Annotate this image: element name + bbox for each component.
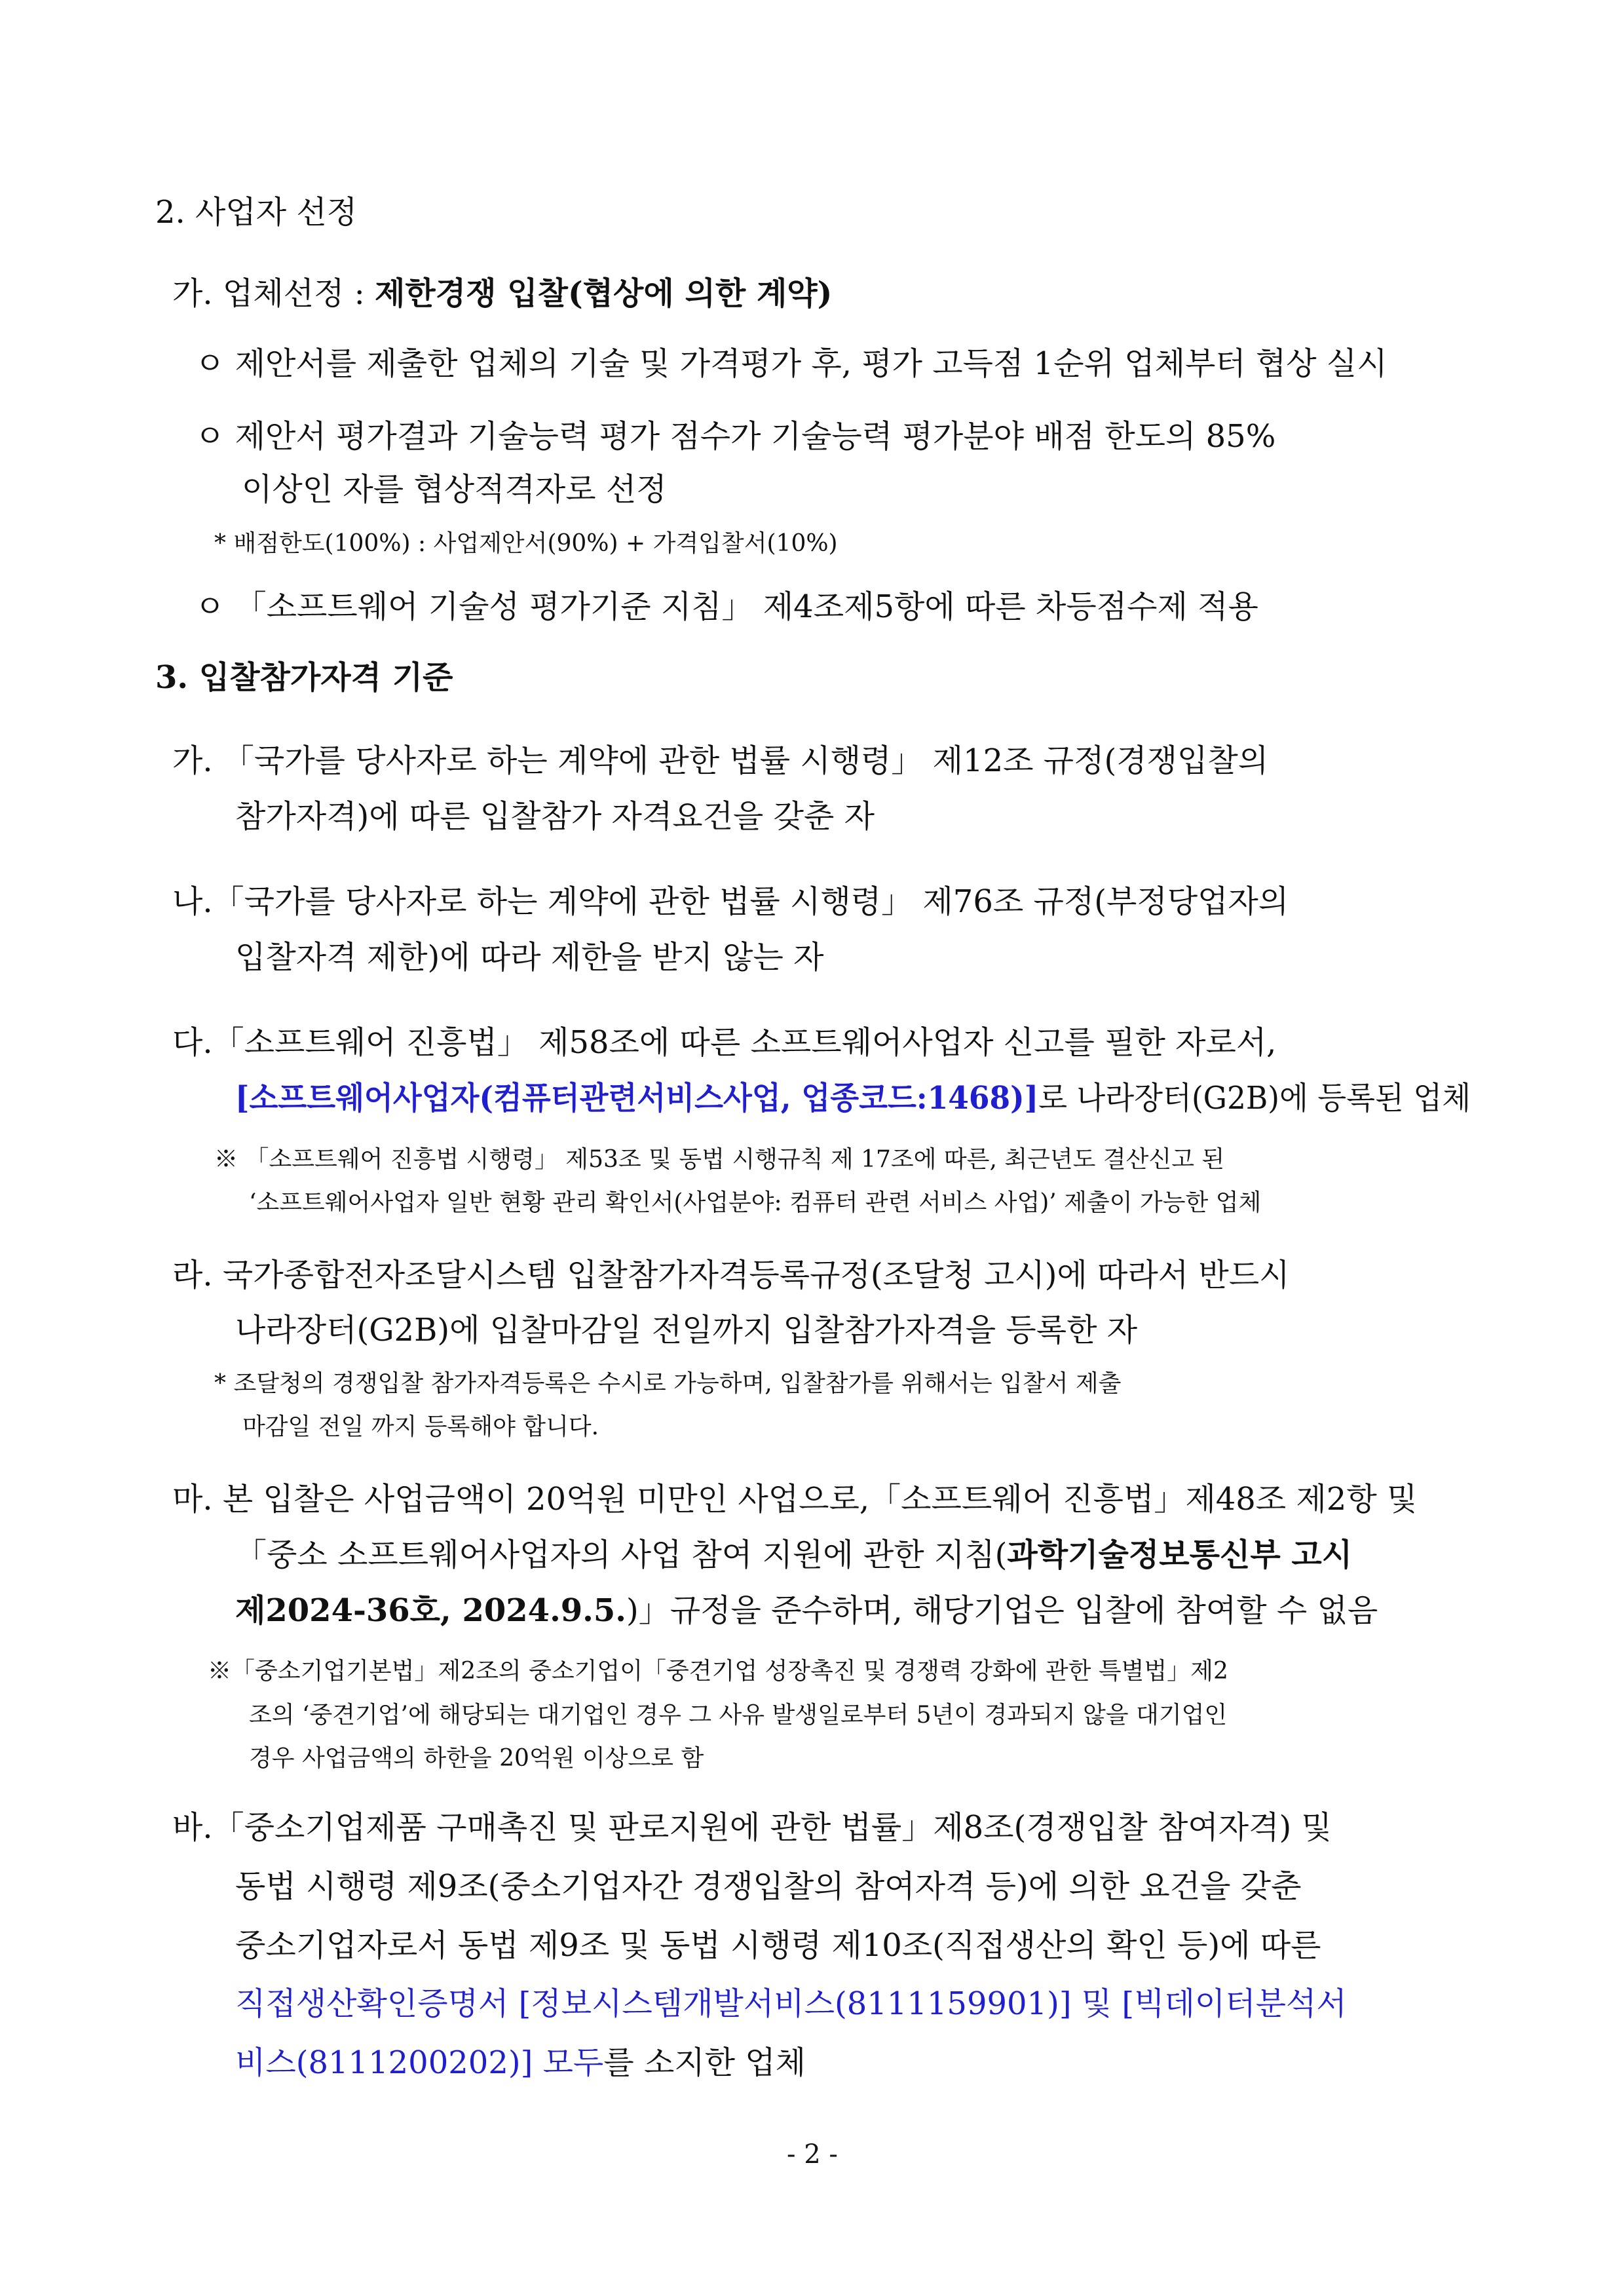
item-da-note-line1: ※ 「소프트웨어 진흥법 시행령」 제53조 및 동법 시행규칙 제 17조에 따른, 최근년도 결산신고 된 xyxy=(214,1146,1225,1173)
bullet-differential-scoring: ㅇ 「소프트웨어 기술성 평가기준 지침」 제4조제5항에 따른 차등점수제 적용 xyxy=(195,588,1258,625)
item-ma-line1: 마. 본 입찰은 사업금액이 20억원 미만인 사업으로,「소프트웨어 진흥법」제48조 제2항 및 xyxy=(172,1481,1418,1518)
item-da-line2-rest: 로 나라장터(G2B)에 등록된 업체 xyxy=(1038,1080,1471,1117)
item-ma-line2-bold: 과학기술정보통신부 고시 xyxy=(1007,1537,1353,1573)
item-ra-note-line2: 마감일 전일 까지 등록해야 합니다. xyxy=(242,1413,599,1440)
item-ga-vendor-selection xyxy=(172,275,833,312)
item-ba-line1: 바.「중소기업제품 구매촉진 및 판로지원에 관한 법률」제8조(경쟁입찰 참여자격) 및 xyxy=(172,1809,1332,1846)
item-ma-line2-normal: 「중소 소프트웨어사업자의 사업 참여 지원에 관한 지침( xyxy=(235,1537,1008,1573)
bullet-qualification-line1: ㅇ 제안서 평가결과 기술능력 평가 점수가 기술능력 평가분야 배점 한도의 85% xyxy=(195,418,1276,455)
item-ma-line2 xyxy=(235,1539,1352,1571)
item-na-line2: 입찰자격 제한)에 따라 제한을 받지 않는 자 xyxy=(235,939,824,976)
item-da-line2 xyxy=(235,1080,1471,1117)
software-business-code-highlight: [소프트웨어사업자(컴퓨터관련서비스사업, 업종코드:1468)] xyxy=(235,1080,1039,1117)
item-ba-line3: 중소기업자로서 동법 제9조 및 동법 시행령 제10조(직접생산의 확인 등)에 따른 xyxy=(235,1927,1321,1964)
item-ma-note-line2: 조의 ‘중견기업’에 해당되는 대기업인 경우 그 사유 발생일로부터 5년이 경과되지 않을 대기업인 xyxy=(249,1702,1228,1729)
item-ba-line5-rest: 를 소지한 업체 xyxy=(603,2044,806,2081)
item-ra-line1: 라. 국가종합전자조달시스템 입찰참가자격등록규정(조달청 고시)에 따라서 반드시 xyxy=(172,1257,1290,1293)
note-score-limit: * 배점한도(100%) : 사업제안서(90%) + 가격입찰서(10%) xyxy=(214,530,838,557)
item-da-line1: 다.「소프트웨어 진흥법」 제58조에 따른 소프트웨어사업자 신고를 필한 자로서, xyxy=(172,1024,1277,1061)
item-ra-note-line1: * 조달청의 경쟁입찰 참가자격등록은 수시로 가능하며, 입찰참가를 위해서는 입찰서 제출 xyxy=(214,1370,1122,1397)
item-ba-line5-blue: 비스(8111200202)] 모두 xyxy=(235,2044,604,2081)
item-ma-line3 xyxy=(235,1592,1378,1629)
page-number: - 2 - xyxy=(787,2139,838,2170)
item-ma-line3-bold: 제2024-36호, 2024.9.5. xyxy=(235,1592,626,1629)
section-2-title: 2. 사업자 선정 xyxy=(155,194,358,231)
item-ba-line5 xyxy=(235,2044,806,2081)
bullet-qualification-line2: 이상인 자를 협상적격자로 선정 xyxy=(242,471,667,508)
item-da-note-line2: ‘소프트웨어사업자 일반 현황 관리 확인서(사업분야: 컴퓨터 관련 서비스 사업)’ 제출이 가능한 업체 xyxy=(249,1189,1262,1216)
item-ga-line1: 가. 「국가를 당사자로 하는 계약에 관한 법률 시행령」 제12조 규정(경쟁입찰의 xyxy=(172,742,1269,779)
item-ga-bold-method: 제한경쟁 입찰(협상에 의한 계약) xyxy=(375,275,833,312)
section-3-title: 3. 입찰참가자격 기준 xyxy=(155,659,453,696)
item-ma-line3-rest: )」규정을 준수하며, 해당기업은 입찰에 참여할 수 없음 xyxy=(626,1592,1378,1629)
item-ga-label: 가. 업체선정 : xyxy=(172,275,375,312)
item-ma-note-line1: ※「중소기업기본법」제2조의 중소기업이「중견기업 성장촉진 및 경쟁력 강화에 관한 특별법」제2 xyxy=(208,1658,1228,1685)
bullet-proposal-evaluation: ㅇ 제안서를 제출한 업체의 기술 및 가격평가 후, 평가 고득점 1순위 업체부터 협상 실시 xyxy=(195,345,1388,382)
item-na-line1: 나.「국가를 당사자로 하는 계약에 관한 법률 시행령」 제76조 규정(부정당업자의 xyxy=(172,883,1289,920)
item-ra-line2: 나라장터(G2B)에 입찰마감일 전일까지 입찰참가자격을 등록한 자 xyxy=(235,1312,1138,1349)
item-ma-note-line3: 경우 사업금액의 하한을 20억원 이상으로 함 xyxy=(249,1745,704,1772)
item-ba-line2: 동법 시행령 제9조(중소기업자간 경쟁입찰의 참여자격 등)에 의한 요건을 갖춘 xyxy=(235,1868,1302,1905)
item-ba-line4-certificate: 직접생산확인증명서 [정보시스템개발서비스(8111159901)] 및 [빅데이터분석서 xyxy=(235,1985,1347,2022)
item-ga-line2: 참가자격)에 따른 입찰참가 자격요건을 갖춘 자 xyxy=(235,798,875,835)
